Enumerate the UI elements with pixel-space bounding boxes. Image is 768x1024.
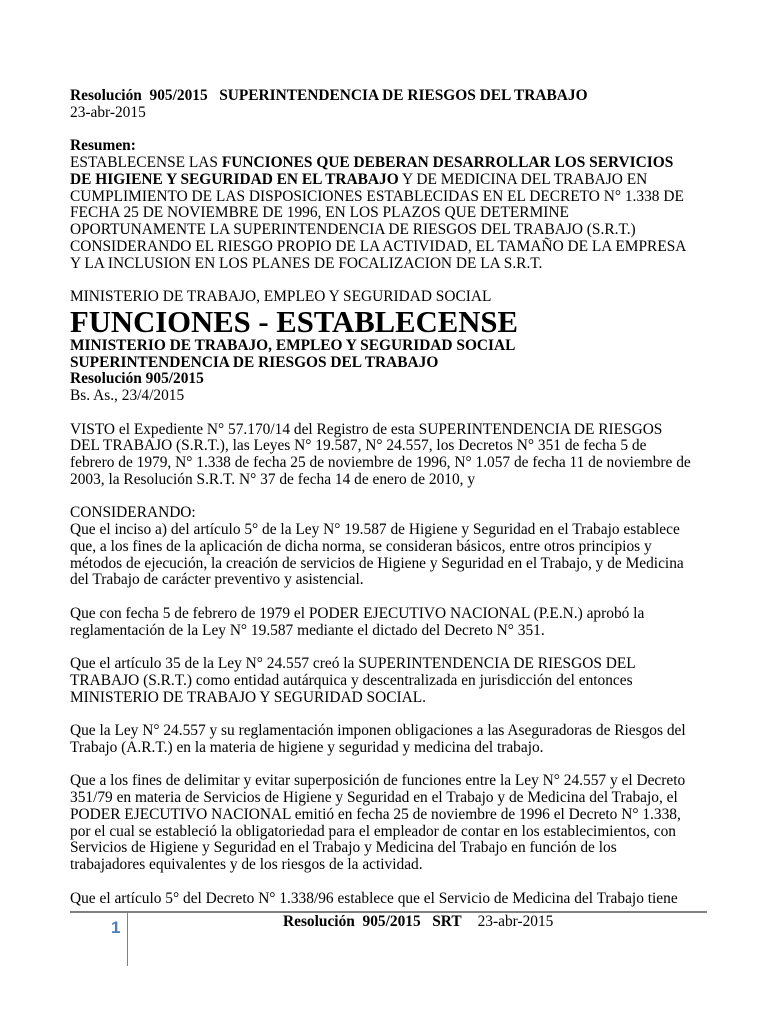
issuer-ministry: MINISTERIO DE TRABAJO, EMPLEO Y SEGURIDAD SOCIAL xyxy=(70,336,516,354)
summary-line: CUMPLIMIENTO DE LAS DISPOSICIONES ESTABLECIDAS EN EL DECRETO N° 1.338 DE xyxy=(70,187,684,205)
issuer-place-date: Bs. As., 23/4/2015 xyxy=(70,387,185,405)
considerando-paragraph xyxy=(70,656,730,706)
visto-line: 2003, la Resolución S.R.T. N° 37 de fecha 14 de enero de 2010, y xyxy=(70,470,476,488)
paragraph-spacer xyxy=(70,489,730,506)
paragraph-spacer xyxy=(70,122,730,139)
paragraph-spacer xyxy=(70,272,730,289)
paragraph-spacer xyxy=(70,589,730,606)
visto-line: VISTO el Expediente N° 57.170/14 del Registro de esta SUPERINTENDENCIA DE RIESGOS xyxy=(70,420,663,438)
considerando-paragraph xyxy=(70,606,730,640)
paragraph-line: 351/79 en materia de Servicios de Higiene y Seguridad en el Trabajo y de Medicina del Trabajo, el xyxy=(70,789,678,807)
paragraph-line: métodos de ejecución, la creación de servicios de Higiene y Seguridad en el Trabajo, y de Medicina xyxy=(70,554,684,572)
issuer-resolution: Resolución 905/2015 xyxy=(70,370,204,388)
paragraph-spacer xyxy=(70,706,730,723)
page-number: 1 xyxy=(111,918,121,937)
paragraph-line: Que el inciso a) del artículo 5° de la Ley N° 19.587 de Higiene y Seguridad en el Trabajo establece xyxy=(70,521,680,539)
paragraph-line: trabajadores equivalentes y de los riesgos de la actividad. xyxy=(70,856,423,874)
summary-text: Y DE MEDICINA DEL TRABAJO EN xyxy=(398,170,648,188)
paragraph-spacer xyxy=(70,757,730,774)
considerando-heading: CONSIDERANDO: xyxy=(70,504,196,522)
considerando-paragraph xyxy=(70,773,730,874)
paragraph-line: Que el artículo 5° del Decreto N° 1.338/96 establece que el Servicio de Medicina del Trabajo tiene xyxy=(70,889,678,907)
paragraph-line: por el cual se estableció la obligatoriedad para el empleador de contar en los establecimientos, con xyxy=(70,822,676,840)
paragraph-spacer xyxy=(70,405,730,422)
visto-line: febrero de 1979, N° 1.338 de fecha 25 de noviembre de 1996, N° 1.057 de fecha 11 de noviembre de xyxy=(70,454,691,472)
considerando-paragraph xyxy=(70,891,730,908)
paragraph-line: Que con fecha 5 de febrero de 1979 el PODER EJECUTIVO NACIONAL (P.E.N.) aprobó la xyxy=(70,604,645,622)
visto-line: DEL TRABAJO (S.R.T.), las Leyes N° 19.587, N° 24.557, los Decretos N° 351 de fecha 5 de xyxy=(70,437,647,455)
issuer-block xyxy=(70,338,730,405)
summary-line: Y LA INCLUSION EN LOS PLANES DE FOCALIZACION DE LA S.R.T. xyxy=(70,254,543,272)
summary-line: OPORTUNAMENTE LA SUPERINTENDENCIA DE RIESGOS DEL TRABAJO (S.R.T.) xyxy=(70,221,636,238)
paragraph-line: Servicios de Higiene y Seguridad en el Trabajo y Medicina del Trabajo en función de los xyxy=(70,839,617,857)
paragraph-line: Trabajo (A.R.T.) en la materia de higiene y seguridad y medicina del trabajo. xyxy=(70,738,544,756)
document-header-title: Resolución 905/2015 SUPERINTENDENCIA DE RIESGOS DEL TRABAJO xyxy=(70,87,588,104)
footer-reference xyxy=(283,914,553,931)
main-title: FUNCIONES - ESTABLECENSE xyxy=(70,304,518,339)
summary-line: CONSIDERANDO EL RIESGO PROPIO DE LA ACTIVIDAD, EL TAMAÑO DE LA EMPRESA xyxy=(70,237,687,255)
paragraph-line: que, a los fines de la aplicación de dicha norma, se consideran básicos, entre otros principios y xyxy=(70,537,652,555)
paragraph-line: TRABAJO (S.R.T.) como entidad autárquica y descentralizada en jurisdicción del entonces xyxy=(70,671,633,689)
paragraph-spacer xyxy=(70,874,730,891)
considerando-section xyxy=(70,505,730,907)
summary-emphasis: DE HIGIENE Y SEGURIDAD EN EL TRABAJO xyxy=(70,170,399,188)
considerando-paragraph xyxy=(70,723,730,757)
issuer-agency: SUPERINTENDENCIA DE RIESGOS DEL TRABAJO xyxy=(70,353,439,371)
summary-section xyxy=(70,138,730,272)
summary-text: ESTABLECENSE LAS xyxy=(70,154,222,171)
paragraph-line: del Trabajo de carácter preventivo y asistencial. xyxy=(70,571,364,589)
footer-reference-label: Resolución 905/2015 SRT xyxy=(283,912,462,930)
summary-line: FECHA 25 DE NOVIEMBRE DE 1996, EN LOS PLAZOS QUE DETERMINE xyxy=(70,204,569,222)
paragraph-line: Que el artículo 35 de la Ley N° 24.557 creó la SUPERINTENDENCIA DE RIESGOS DEL xyxy=(70,655,636,673)
summary-line xyxy=(70,155,730,172)
summary-line xyxy=(70,172,730,189)
summary-emphasis: FUNCIONES QUE DEBERAN DESARROLLAR LOS SERVICIOS xyxy=(221,154,674,171)
document-page xyxy=(70,88,730,907)
paragraph-line: MINISTERIO DE TRABAJO Y SEGURIDAD SOCIAL. xyxy=(70,688,426,706)
ministry-name: MINISTERIO DE TRABAJO, EMPLEO Y SEGURIDAD SOCIAL xyxy=(70,288,492,305)
footer-vertical-divider xyxy=(127,912,128,966)
considerando-paragraph xyxy=(70,522,730,589)
summary-heading: Resumen: xyxy=(70,137,136,155)
footer-date: 23-abr-2015 xyxy=(477,912,554,930)
paragraph-line: Que a los fines de delimitar y evitar superposición de funciones entre la Ley N° 24.557 y el Decreto xyxy=(70,772,686,790)
document-header-date: 23-abr-2015 xyxy=(70,103,146,121)
paragraph-spacer xyxy=(70,639,730,656)
paragraph-line: Que la Ley N° 24.557 y su reglamentación imponen obligaciones a las Aseguradoras de Riesgos del xyxy=(70,722,686,740)
paragraph-line: PODER EJECUTIVO NACIONAL emitió en fecha 25 de noviembre de 1996 el Decreto N° 1.338, xyxy=(70,805,681,823)
visto-paragraph xyxy=(70,422,730,489)
paragraph-line: reglamentación de la Ley N° 19.587 mediante el dictado del Decreto N° 351. xyxy=(70,621,545,639)
